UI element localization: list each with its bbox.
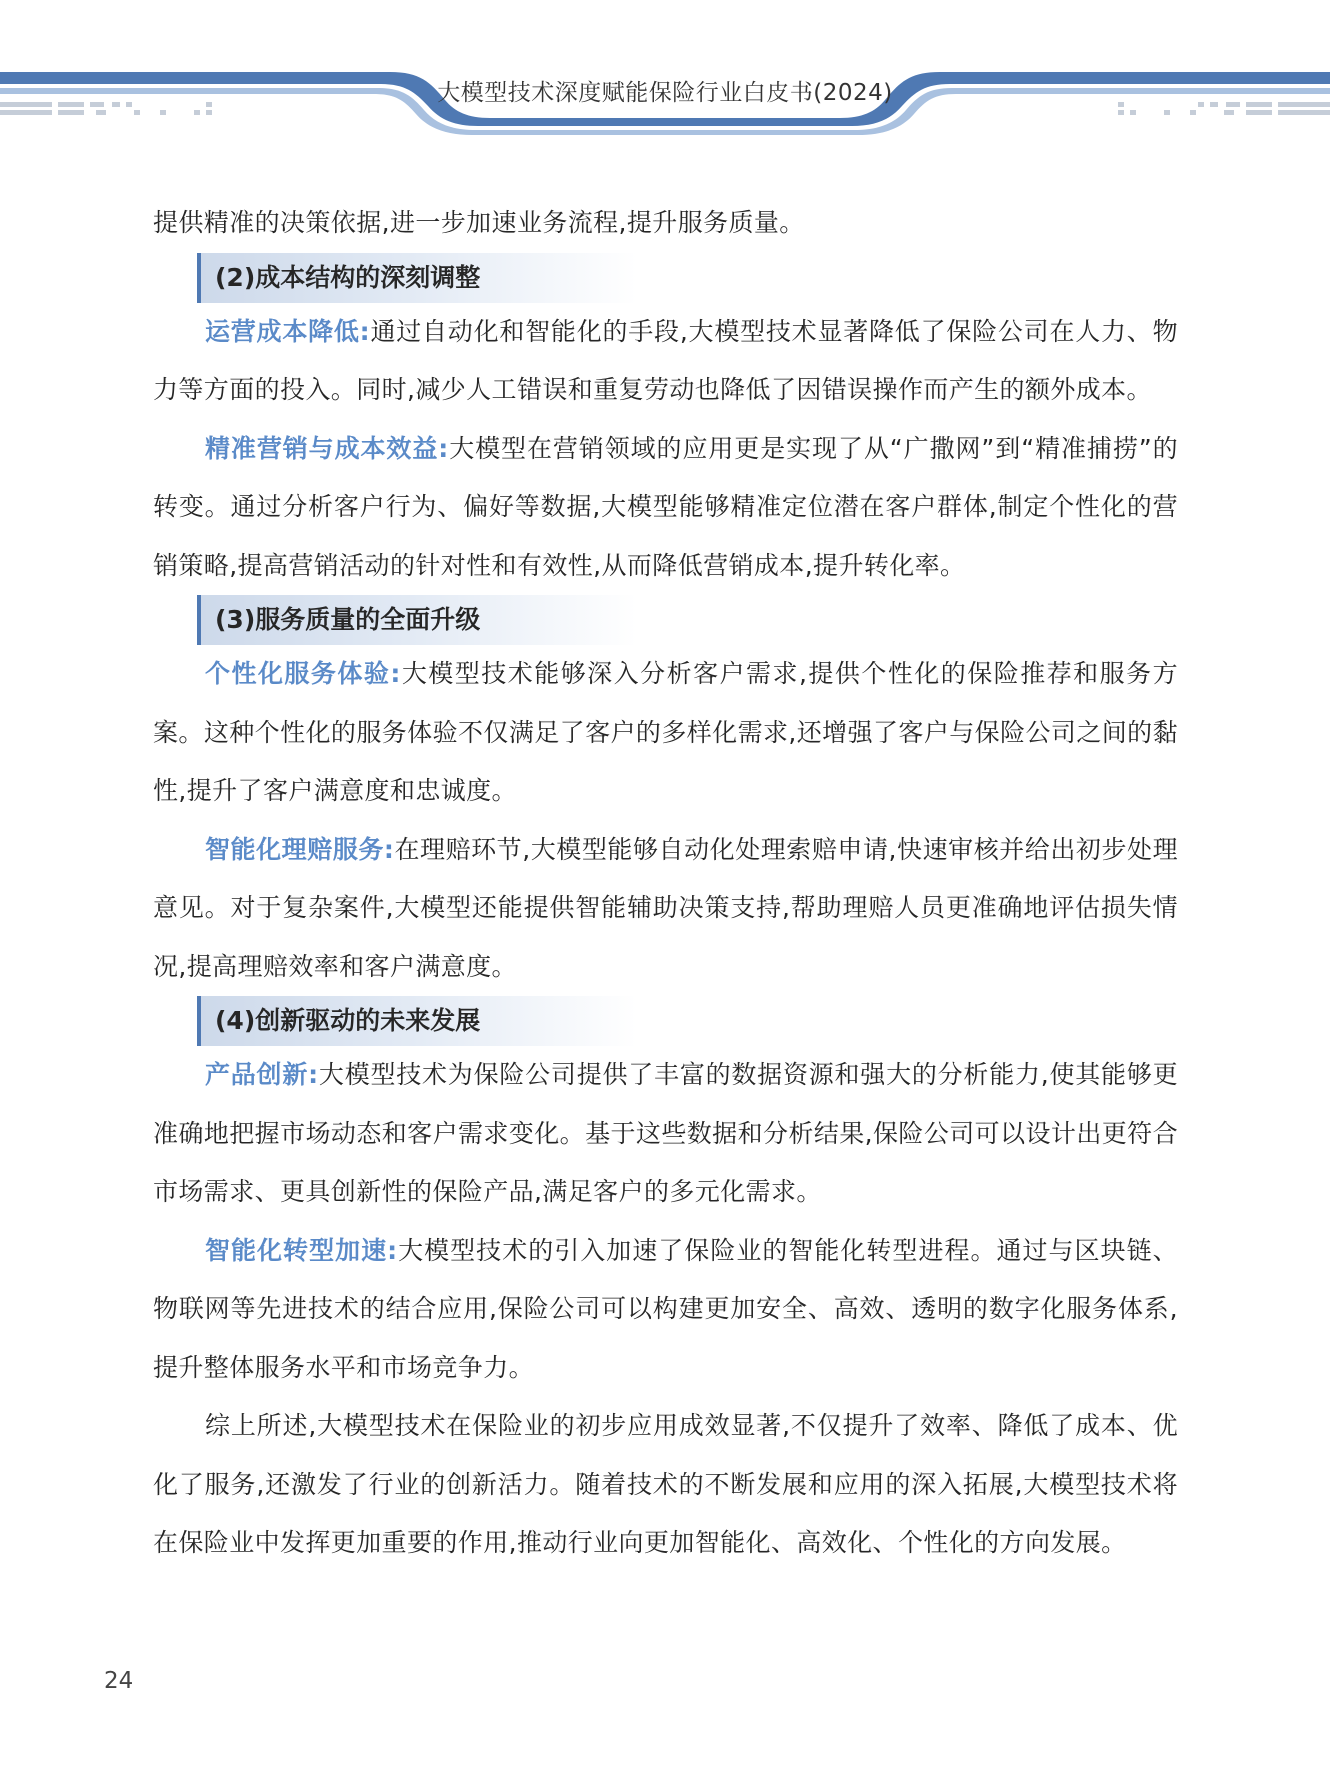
- section-heading-3: (3)服务质量的全面升级: [197, 595, 637, 645]
- paragraph-text: 通过自动化和智能化的手段,大模型技术显著降低了保险公司在人力、物力等方面的投入。同时,减少人工错误和重复劳动也降低了因错误操作而产生的额外成本。: [153, 316, 1178, 404]
- paragraph-personalized-service: [153, 645, 1178, 821]
- document-title: 大模型技术深度赋能保险行业白皮书(2024): [437, 80, 893, 106]
- paragraph-lead: 智能化理赔服务:: [205, 834, 395, 864]
- paragraph-lead: 产品创新:: [205, 1060, 319, 1089]
- paragraph-lead: 个性化服务体验:: [205, 659, 401, 688]
- paragraph-lead: 智能化转型加速:: [205, 1235, 398, 1265]
- page-header: [0, 0, 1330, 140]
- paragraph-summary: 综上所述,大模型技术在保险业的初步应用成效显著,不仅提升了效率、降低了成本、优化了服务,还激发了行业的创新活力。随着技术的不断发展和应用的深入拓展,大模型技术将在保险业中发挥更加重要的作用,推动行业向更加智能化、高效化、个性化的方向发展。: [153, 1411, 1178, 1557]
- paragraph-smart-transformation: [153, 1222, 1178, 1398]
- paragraph-operating-cost: [153, 303, 1178, 420]
- section-heading-4: (4)创新驱动的未来发展: [197, 996, 637, 1046]
- paragraph-text: 大模型技术的引入加速了保险业的智能化转型进程。通过与区块链、物联网等先进技术的结合应用,保险公司可以构建更加安全、高效、透明的数字化服务体系,提升整体服务水平和市场竞争力。: [153, 1235, 1178, 1382]
- paragraph-smart-claims: [153, 821, 1178, 997]
- paragraph-precision-marketing: [153, 420, 1178, 596]
- paragraph-text: 大模型技术为保险公司提供了丰富的数据资源和强大的分析能力,使其能够更准确地把握市场动态和客户需求变化。基于这些数据和分析结果,保险公司可以设计出更符合市场需求、更具创新性的保险产品,满足客户的多元化需求。: [153, 1060, 1178, 1206]
- page-body: [153, 194, 1178, 1573]
- paragraph-product-innovation: [153, 1046, 1178, 1222]
- section-heading-2: (2)成本结构的深刻调整: [197, 253, 637, 303]
- header-band-graphic: [0, 0, 1330, 140]
- paragraph-text: 大模型技术能够深入分析客户需求,提供个性化的保险推荐和服务方案。这种个性化的服务体验不仅满足了客户的多样化需求,还增强了客户与保险公司之间的黏性,提升了客户满意度和忠诚度。: [153, 659, 1179, 805]
- paragraph-text: 大模型在营销领域的应用更是实现了从“广撒网”到“精准捕捞”的转变。通过分析客户行为、偏好等数据,大模型能够精准定位潜在客户群体,制定个性化的营销策略,提高营销活动的针对性和有效性,从而降低营销成本,提升转化率。: [153, 433, 1179, 580]
- paragraph-continuation: 提供精准的决策依据,进一步加速业务流程,提升服务质量。: [153, 208, 805, 237]
- paragraph-lead: 运营成本降低:: [205, 316, 371, 346]
- paragraph-text: 在理赔环节,大模型能够自动化处理索赔申请,快速审核并给出初步处理意见。对于复杂案件,大模型还能提供智能辅助决策支持,帮助理赔人员更准确地评估损失情况,提高理赔效率和客户满意度。: [153, 834, 1178, 981]
- paragraph-lead: 精准营销与成本效益:: [205, 433, 449, 463]
- page-number: 24: [104, 1668, 134, 1694]
